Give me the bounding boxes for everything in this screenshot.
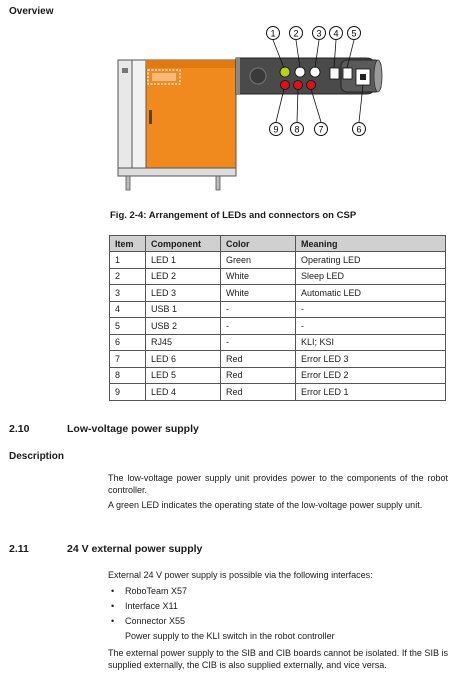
csp-figure <box>116 22 386 202</box>
table-row <box>110 252 446 269</box>
table-row <box>110 384 446 401</box>
callout-7 <box>315 123 328 136</box>
overview-heading: Overview <box>9 6 54 17</box>
list-item-note: Power supply to the KLI switch in the robot controller <box>125 631 335 641</box>
svg-text:2: 2 <box>293 28 299 39</box>
table-row <box>110 334 446 351</box>
cell-component: LED 5 <box>146 367 221 384</box>
section-210-para-2: A green LED indicates the operating state of the low-voltage power supply unit. <box>108 500 423 510</box>
table-row <box>110 351 446 368</box>
callout-4 <box>330 27 343 40</box>
cell-meaning: - <box>296 301 446 318</box>
list-item: • Interface X11 <box>108 599 335 614</box>
led-2-icon <box>295 67 305 77</box>
cell-meaning: - <box>296 318 446 335</box>
led-6-icon <box>307 81 316 90</box>
cell-item: 7 <box>110 351 146 368</box>
list-item: • RoboTeam X57 <box>108 584 335 599</box>
callout-5 <box>348 27 361 40</box>
svg-text:7: 7 <box>318 124 324 135</box>
cell-color: Green <box>221 252 296 269</box>
svg-text:1: 1 <box>270 28 276 39</box>
section-211-title: 24 V external power supply <box>67 543 203 555</box>
section-211-intro: External 24 V power supply is possible via the following interfaces: <box>108 570 373 580</box>
table-header-row <box>110 236 446 252</box>
cell-component: USB 1 <box>146 301 221 318</box>
cell-meaning: Automatic LED <box>296 285 446 302</box>
cell-meaning: Error LED 1 <box>296 384 446 401</box>
interface-list <box>108 584 335 644</box>
svg-text:9: 9 <box>273 124 279 135</box>
svg-text:4: 4 <box>333 28 339 39</box>
cell-item: 9 <box>110 384 146 401</box>
cell-component: LED 6 <box>146 351 221 368</box>
section-210-para-1: The low-voltage power supply unit provides power to the components of the robot controller. <box>108 473 448 495</box>
led-1-icon <box>280 67 290 77</box>
cell-color: Red <box>221 384 296 401</box>
table-row <box>110 268 446 285</box>
cell-color: - <box>221 301 296 318</box>
svg-text:8: 8 <box>294 124 300 135</box>
header-item: Item <box>110 236 146 252</box>
svg-text:3: 3 <box>316 28 322 39</box>
header-component: Component <box>146 236 221 252</box>
table-row <box>110 301 446 318</box>
table-row <box>110 318 446 335</box>
usb-1-icon <box>330 68 339 79</box>
cell-color: - <box>221 318 296 335</box>
callout-2 <box>290 27 303 40</box>
cell-color: Red <box>221 367 296 384</box>
cell-item: 4 <box>110 301 146 318</box>
callout-8 <box>291 123 304 136</box>
cell-item: 8 <box>110 367 146 384</box>
led-4-icon <box>281 81 290 90</box>
cell-color: - <box>221 334 296 351</box>
svg-text:5: 5 <box>351 28 357 39</box>
section-211-number: 2.11 <box>9 543 29 555</box>
list-item: • Connector X55 <box>108 614 335 629</box>
led-connector-table <box>109 235 446 401</box>
cell-meaning: Operating LED <box>296 252 446 269</box>
header-color: Color <box>221 236 296 252</box>
cell-component: LED 3 <box>146 285 221 302</box>
led-3-icon <box>310 67 320 77</box>
cell-color: Red <box>221 351 296 368</box>
svg-text:6: 6 <box>356 124 362 135</box>
cell-item: 2 <box>110 268 146 285</box>
table-row <box>110 285 446 302</box>
cabinet-illustration <box>118 60 236 190</box>
cell-color: White <box>221 285 296 302</box>
cell-component: LED 2 <box>146 268 221 285</box>
cell-component: USB 2 <box>146 318 221 335</box>
cell-meaning: KLI; KSI <box>296 334 446 351</box>
cell-item: 6 <box>110 334 146 351</box>
cell-meaning: Error LED 3 <box>296 351 446 368</box>
description-sidehead: Description <box>9 451 65 462</box>
cell-component: RJ45 <box>146 334 221 351</box>
cell-component: LED 4 <box>146 384 221 401</box>
table-row <box>110 367 446 384</box>
header-meaning: Meaning <box>296 236 446 252</box>
section-210-title: Low-voltage power supply <box>67 423 199 435</box>
cell-component: LED 1 <box>146 252 221 269</box>
cell-item: 5 <box>110 318 146 335</box>
led-5-icon <box>294 81 303 90</box>
cell-color: White <box>221 268 296 285</box>
callout-1 <box>267 27 280 40</box>
cell-meaning: Error LED 2 <box>296 367 446 384</box>
figure-caption: Fig. 2-4: Arrangement of LEDs and connectors on CSP <box>110 210 357 221</box>
callout-3 <box>313 27 326 40</box>
cell-meaning: Sleep LED <box>296 268 446 285</box>
callout-6 <box>353 123 366 136</box>
cell-item: 3 <box>110 285 146 302</box>
section-210-number: 2.10 <box>9 423 30 435</box>
usb-2-icon <box>343 68 352 79</box>
cell-item: 1 <box>110 252 146 269</box>
callout-9 <box>270 123 283 136</box>
section-211-para: The external power supply to the SIB and CIB boards cannot be isolated. If the SIB is supplied externally, the CIB is also supplied externally, and vice versa. <box>108 648 448 670</box>
